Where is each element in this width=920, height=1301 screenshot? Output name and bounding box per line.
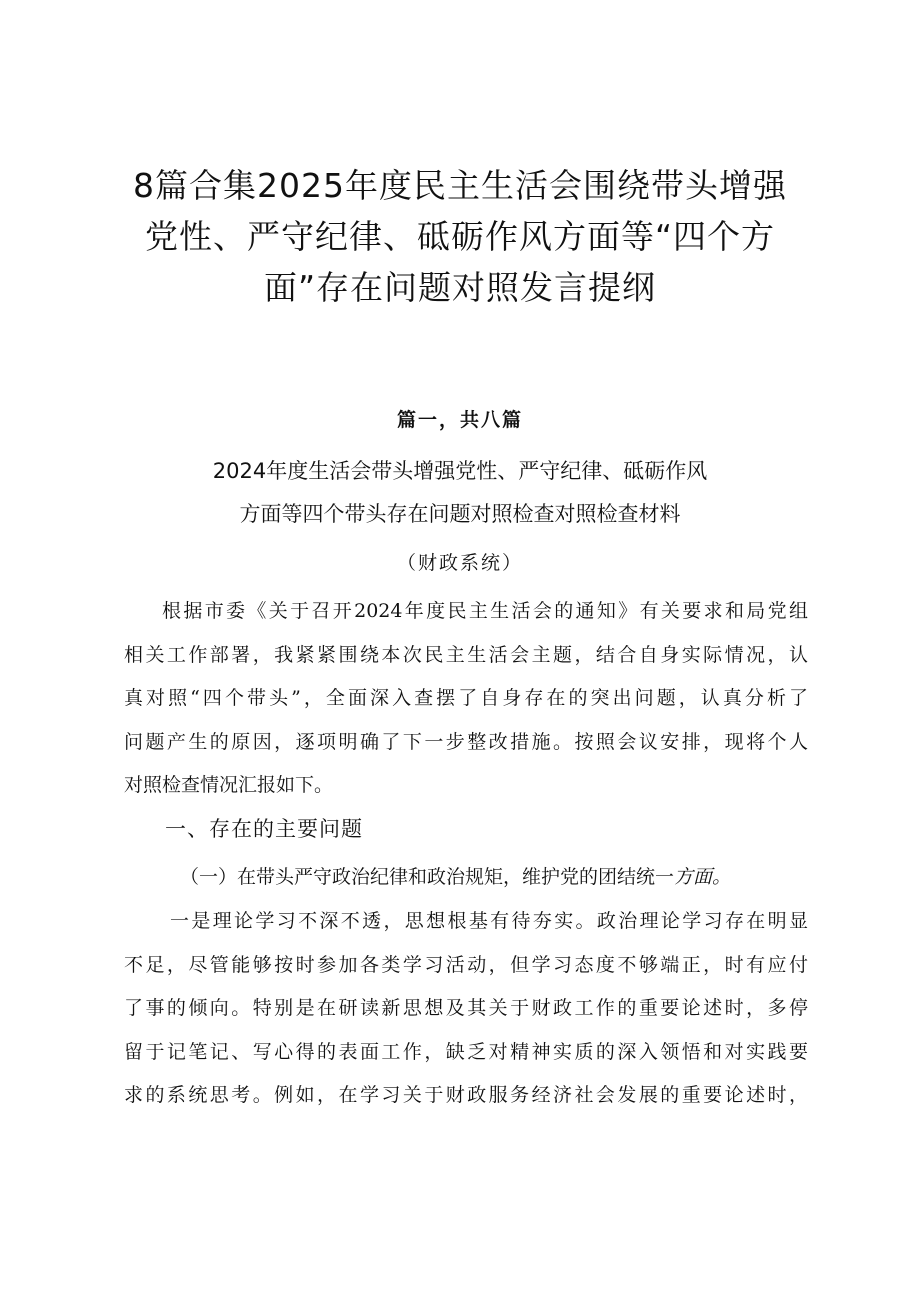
subsection-heading-tail: 方面。 bbox=[674, 866, 732, 888]
subsection-heading bbox=[180, 862, 731, 889]
paragraph-line: 不足，尽管能够按时参加各类学习活动，但学习态度不够端正，时有应付 bbox=[124, 953, 808, 976]
department-label: （财政系统） bbox=[396, 552, 523, 574]
paragraph-line: 相关工作部署，我紧紧围绕本次民主生活会主题，结合自身实际情况，认 bbox=[124, 643, 808, 666]
paragraph-line: 一是理论学习不深不透，思想根基有待夯实。政治理论学习存在明显 bbox=[170, 910, 808, 932]
document-title bbox=[120, 160, 800, 313]
article-title-line: 2024年度生活会带头增强党性、严守纪律、砥砺作风 bbox=[212, 459, 708, 483]
paragraph-line: 对照检查情况汇报如下。 bbox=[124, 774, 334, 796]
article-title-line: 方面等四个带头存在问题对照检查对照检查材料 bbox=[239, 502, 681, 526]
paragraph-line: 留于记笔记、写心得的表面工作，缺乏对精神实质的深入领悟和对实践要 bbox=[124, 1040, 808, 1063]
section-heading: 一、存在的主要问题 bbox=[165, 817, 363, 841]
subsection-heading-main: （一）在带头严守政治纪律和政治规矩，维护党的团结统一 bbox=[180, 866, 675, 888]
intro-paragraph bbox=[124, 590, 808, 808]
title-line: 面”存在问题对照发言提纲 bbox=[263, 268, 657, 307]
part-label: 篇一，共八篇 bbox=[396, 409, 523, 431]
paragraph-line: 求的系统思考。例如，在学习关于财政服务经济社会发展的重要论述时， bbox=[124, 1084, 808, 1106]
paragraph-line: 问题产生的原因，逐项明确了下一步整改措施。按照会议安排，现将个人 bbox=[124, 730, 808, 753]
title-line: 8篇合集2025年度民主生活会围绕带头增强 bbox=[133, 166, 787, 205]
body-paragraph bbox=[124, 900, 808, 1118]
paragraph-line: 真对照“四个带头”，全面深入查摆了自身存在的突出问题，认真分析了 bbox=[124, 687, 808, 709]
paragraph-line: 了事的倾向。特别是在研读新思想及其关于财政工作的重要论述时，多停 bbox=[124, 997, 808, 1019]
article-title bbox=[110, 450, 810, 536]
title-line: 党性、严守纪律、砥砺作风方面等“四个方 bbox=[144, 217, 776, 256]
paragraph-line: 根据市委《关于召开2024年度民主生活会的通知》有关要求和局党组 bbox=[162, 600, 808, 622]
